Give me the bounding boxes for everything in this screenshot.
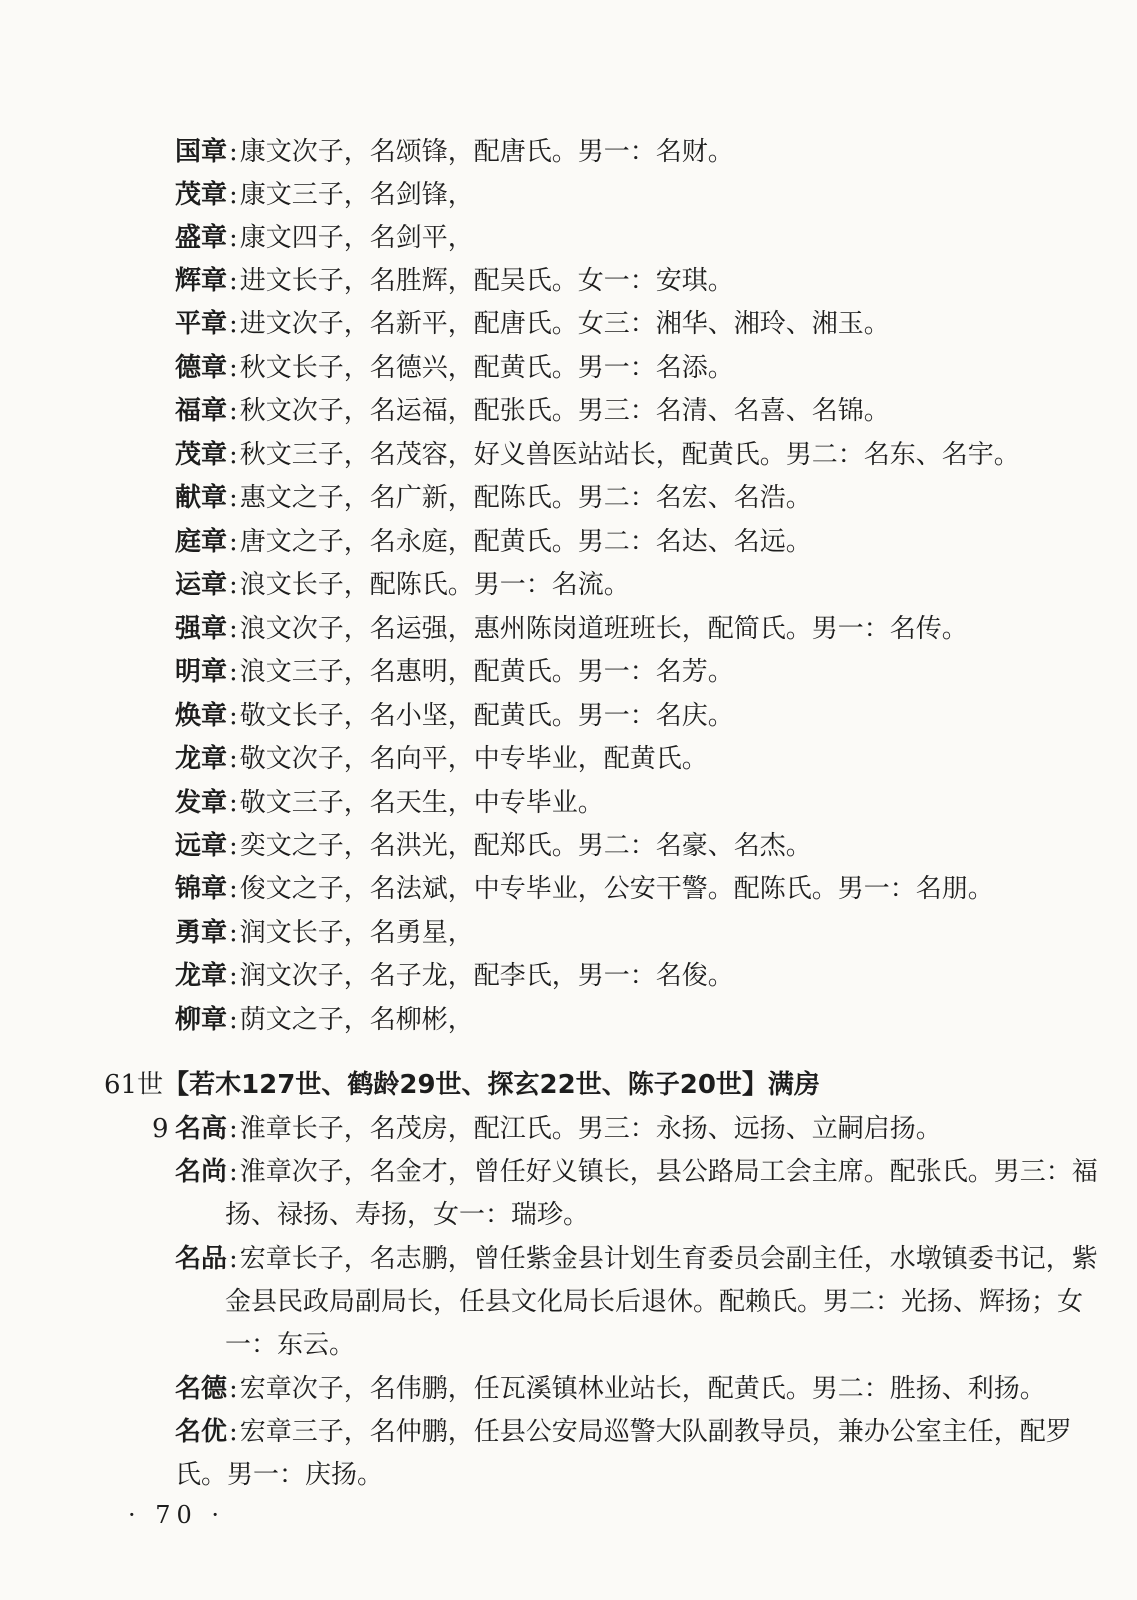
entry-name: 锦章 <box>175 874 228 904</box>
entry-name: 柳章 <box>175 1005 228 1035</box>
entry-name: 焕章 <box>175 701 228 731</box>
entry: 名优:宏章三子，名仲鹏，任县公安局巡警大队副教导员，兼办公室主任，配罗 <box>175 1417 1072 1447</box>
entry: 庭章:唐文之子，名永庭，配黄氏。男二：名达、名远。 <box>175 527 812 557</box>
entry-text: 宏章三子，名仲鹏，任县公安局巡警大队副教导员，兼办公室主任，配罗 <box>239 1417 1072 1447</box>
entry-text: 浪文次子，名运强，惠州陈岗道班班长，配简氏。男一：名传。 <box>239 614 968 644</box>
entry-text: 俊文之子，名法斌，中专毕业，公安干警。配陈氏。男一：名朋。 <box>239 874 994 904</box>
entry-text: 进文长子，名胜辉，配吴氏。女一：安琪。 <box>239 266 734 296</box>
entry-text: 敬文三子，名天生，中专毕业。 <box>239 788 604 818</box>
page-number: · 70 · <box>128 1501 226 1529</box>
entry: 福章:秋文次子，名运福，配张氏。男三：名清、名喜、名锦。 <box>175 396 890 426</box>
entry: 发章:敬文三子，名天生，中专毕业。 <box>175 788 604 818</box>
entry-name: 发章 <box>175 788 228 818</box>
entry-continuation <box>225 1323 1105 1367</box>
entry-name: 名尚 <box>175 1157 228 1187</box>
entry: 平章:进文次子，名新平，配唐氏。女三：湘华、湘玲、湘玉。 <box>175 309 890 339</box>
entry-name: 辉章 <box>175 266 228 296</box>
entry-name: 运章 <box>175 570 228 600</box>
entry-text: 奕文之子，名洪光，配郑氏。男二：名豪、名杰。 <box>239 831 812 861</box>
entry: 茂章:秋文三子，名茂容，好义兽医站站长，配黄氏。男二：名东、名宇。 <box>175 440 1020 470</box>
entry-text: 浪文三子，名惠明，配黄氏。男一：名芳。 <box>239 657 734 687</box>
entry-name: 名德 <box>175 1374 228 1404</box>
entry: 名高:淮章长子，名茂房，配江氏。男三：永扬、远扬、立嗣启扬。 <box>175 1114 942 1144</box>
entry-name: 勇章 <box>175 918 228 948</box>
entry: 德章:秋文长子，名德兴，配黄氏。男一：名添。 <box>175 353 734 383</box>
entry-text: 氏。男一：庆扬。 <box>175 1460 384 1490</box>
entry: 运章:浪文长子，配陈氏。男一：名流。 <box>175 570 630 600</box>
entry: 明章:浪文三子，名惠明，配黄氏。男一：名芳。 <box>175 657 734 687</box>
entry-text: 润文长子，名勇星， <box>239 918 474 948</box>
entry-name: 庭章 <box>175 527 228 557</box>
entry: 勇章:润文长子，名勇星， <box>175 918 474 948</box>
entry-text: 康文次子，名颂锋，配唐氏。男一：名财。 <box>239 137 734 167</box>
entry-continuation <box>225 1193 1105 1237</box>
entry-text: 宏章次子，名伟鹏，任瓦溪镇林业站长，配黄氏。男二：胜扬、利扬。 <box>239 1374 1046 1404</box>
entry-text: 惠文之子，名广新，配陈氏。男二：名宏、名浩。 <box>239 483 812 513</box>
entry-text: 扬、禄扬、寿扬，女一：瑞珍。 <box>225 1200 590 1230</box>
entry-text: 荫文之子，名柳彬， <box>239 1005 474 1035</box>
entry: 名德:宏章次子，名伟鹏，任瓦溪镇林业站长，配黄氏。男二：胜扬、利扬。 <box>175 1374 1046 1404</box>
entry: 强章:浪文次子，名运强，惠州陈岗道班班长，配简氏。男一：名传。 <box>175 614 968 644</box>
entry-name: 名优 <box>175 1417 228 1447</box>
entry-text: 唐文之子，名永庭，配黄氏。男二：名达、名远。 <box>239 527 812 557</box>
entry: 锦章:俊文之子，名法斌，中专毕业，公安干警。配陈氏。男一：名朋。 <box>175 874 994 904</box>
entry-text: 秋文三子，名茂容，好义兽医站站长，配黄氏。男二：名东、名宇。 <box>239 440 1020 470</box>
entry: 柳章:荫文之子，名柳彬， <box>175 1005 474 1035</box>
entry-text: 康文三子，名剑锋， <box>239 180 474 210</box>
entry-continuation <box>175 1453 1055 1497</box>
entry-name: 明章 <box>175 657 228 687</box>
entry-name: 献章 <box>175 483 228 513</box>
entry-text: 金县民政局副局长，任县文化局长后退休。配赖氏。男二：光扬、辉扬；女 <box>225 1287 1084 1317</box>
entry-continuation <box>225 1280 1105 1324</box>
entry: 远章:奕文之子，名洪光，配郑氏。男二：名豪、名杰。 <box>175 831 812 861</box>
entry: 茂章:康文三子，名剑锋， <box>175 180 474 210</box>
entry-text: 润文次子，名子龙，配李氏，男一：名俊。 <box>239 961 734 991</box>
generation-number: 61世 <box>104 1070 164 1100</box>
entry-name: 龙章 <box>175 961 228 991</box>
entry: 献章:惠文之子，名广新，配陈氏。男二：名宏、名浩。 <box>175 483 812 513</box>
entry-text: 秋文次子，名运福，配张氏。男三：名清、名喜、名锦。 <box>239 396 890 426</box>
entry: 焕章:敬文长子，名小坚，配黄氏。男一：名庆。 <box>175 701 734 731</box>
entry-text: 一：东云。 <box>225 1330 356 1360</box>
entry-text: 宏章长子，名志鹏，曾任紫金县计划生育委员会副主任，水墩镇委书记，紫 <box>239 1244 1098 1274</box>
entry-name: 名高 <box>175 1114 228 1144</box>
entry-text: 秋文长子，名德兴，配黄氏。男一：名添。 <box>239 353 734 383</box>
entry: 辉章:进文长子，名胜辉，配吴氏。女一：安琪。 <box>175 266 734 296</box>
entry-text: 淮章次子，名金才，曾任好义镇长，县公路局工会主席。配张氏。男三：福 <box>239 1157 1098 1187</box>
entry-name: 平章 <box>175 309 228 339</box>
generation-branch: 【若木127世、鹤龄29世、探玄22世、陈子20世】满房 <box>163 1070 820 1100</box>
section-number: 9 <box>152 1114 169 1144</box>
generation-heading <box>104 1063 820 1107</box>
entry: 盛章:康文四子，名剑平， <box>175 223 474 253</box>
entry-name: 国章 <box>175 137 228 167</box>
entry-name: 强章 <box>175 614 228 644</box>
entry-name: 福章 <box>175 396 228 426</box>
entry-text: 敬文次子，名向平，中专毕业，配黄氏。 <box>239 744 708 774</box>
entry-name: 远章 <box>175 831 228 861</box>
entry-name: 龙章 <box>175 744 228 774</box>
entry-name: 茂章 <box>175 440 228 470</box>
entry-text: 浪文长子，配陈氏。男一：名流。 <box>239 570 630 600</box>
entry-name: 茂章 <box>175 180 228 210</box>
entry-text: 淮章长子，名茂房，配江氏。男三：永扬、远扬、立嗣启扬。 <box>239 1114 942 1144</box>
entry: 国章:康文次子，名颂锋，配唐氏。男一：名财。 <box>175 137 734 167</box>
entry-name: 名品 <box>175 1244 228 1274</box>
entry-text: 敬文长子，名小坚，配黄氏。男一：名庆。 <box>239 701 734 731</box>
entry-text: 进文次子，名新平，配唐氏。女三：湘华、湘玲、湘玉。 <box>239 309 890 339</box>
entry: 龙章:敬文次子，名向平，中专毕业，配黄氏。 <box>175 744 708 774</box>
entry-text: 康文四子，名剑平， <box>239 223 474 253</box>
entry: 龙章:润文次子，名子龙，配李氏，男一：名俊。 <box>175 961 734 991</box>
entry-name: 德章 <box>175 353 228 383</box>
entry-name: 盛章 <box>175 223 228 253</box>
entry: 名尚:淮章次子，名金才，曾任好义镇长，县公路局工会主席。配张氏。男三：福 <box>175 1157 1098 1187</box>
entry: 名品:宏章长子，名志鹏，曾任紫金县计划生育委员会副主任，水墩镇委书记，紫 <box>175 1244 1098 1274</box>
